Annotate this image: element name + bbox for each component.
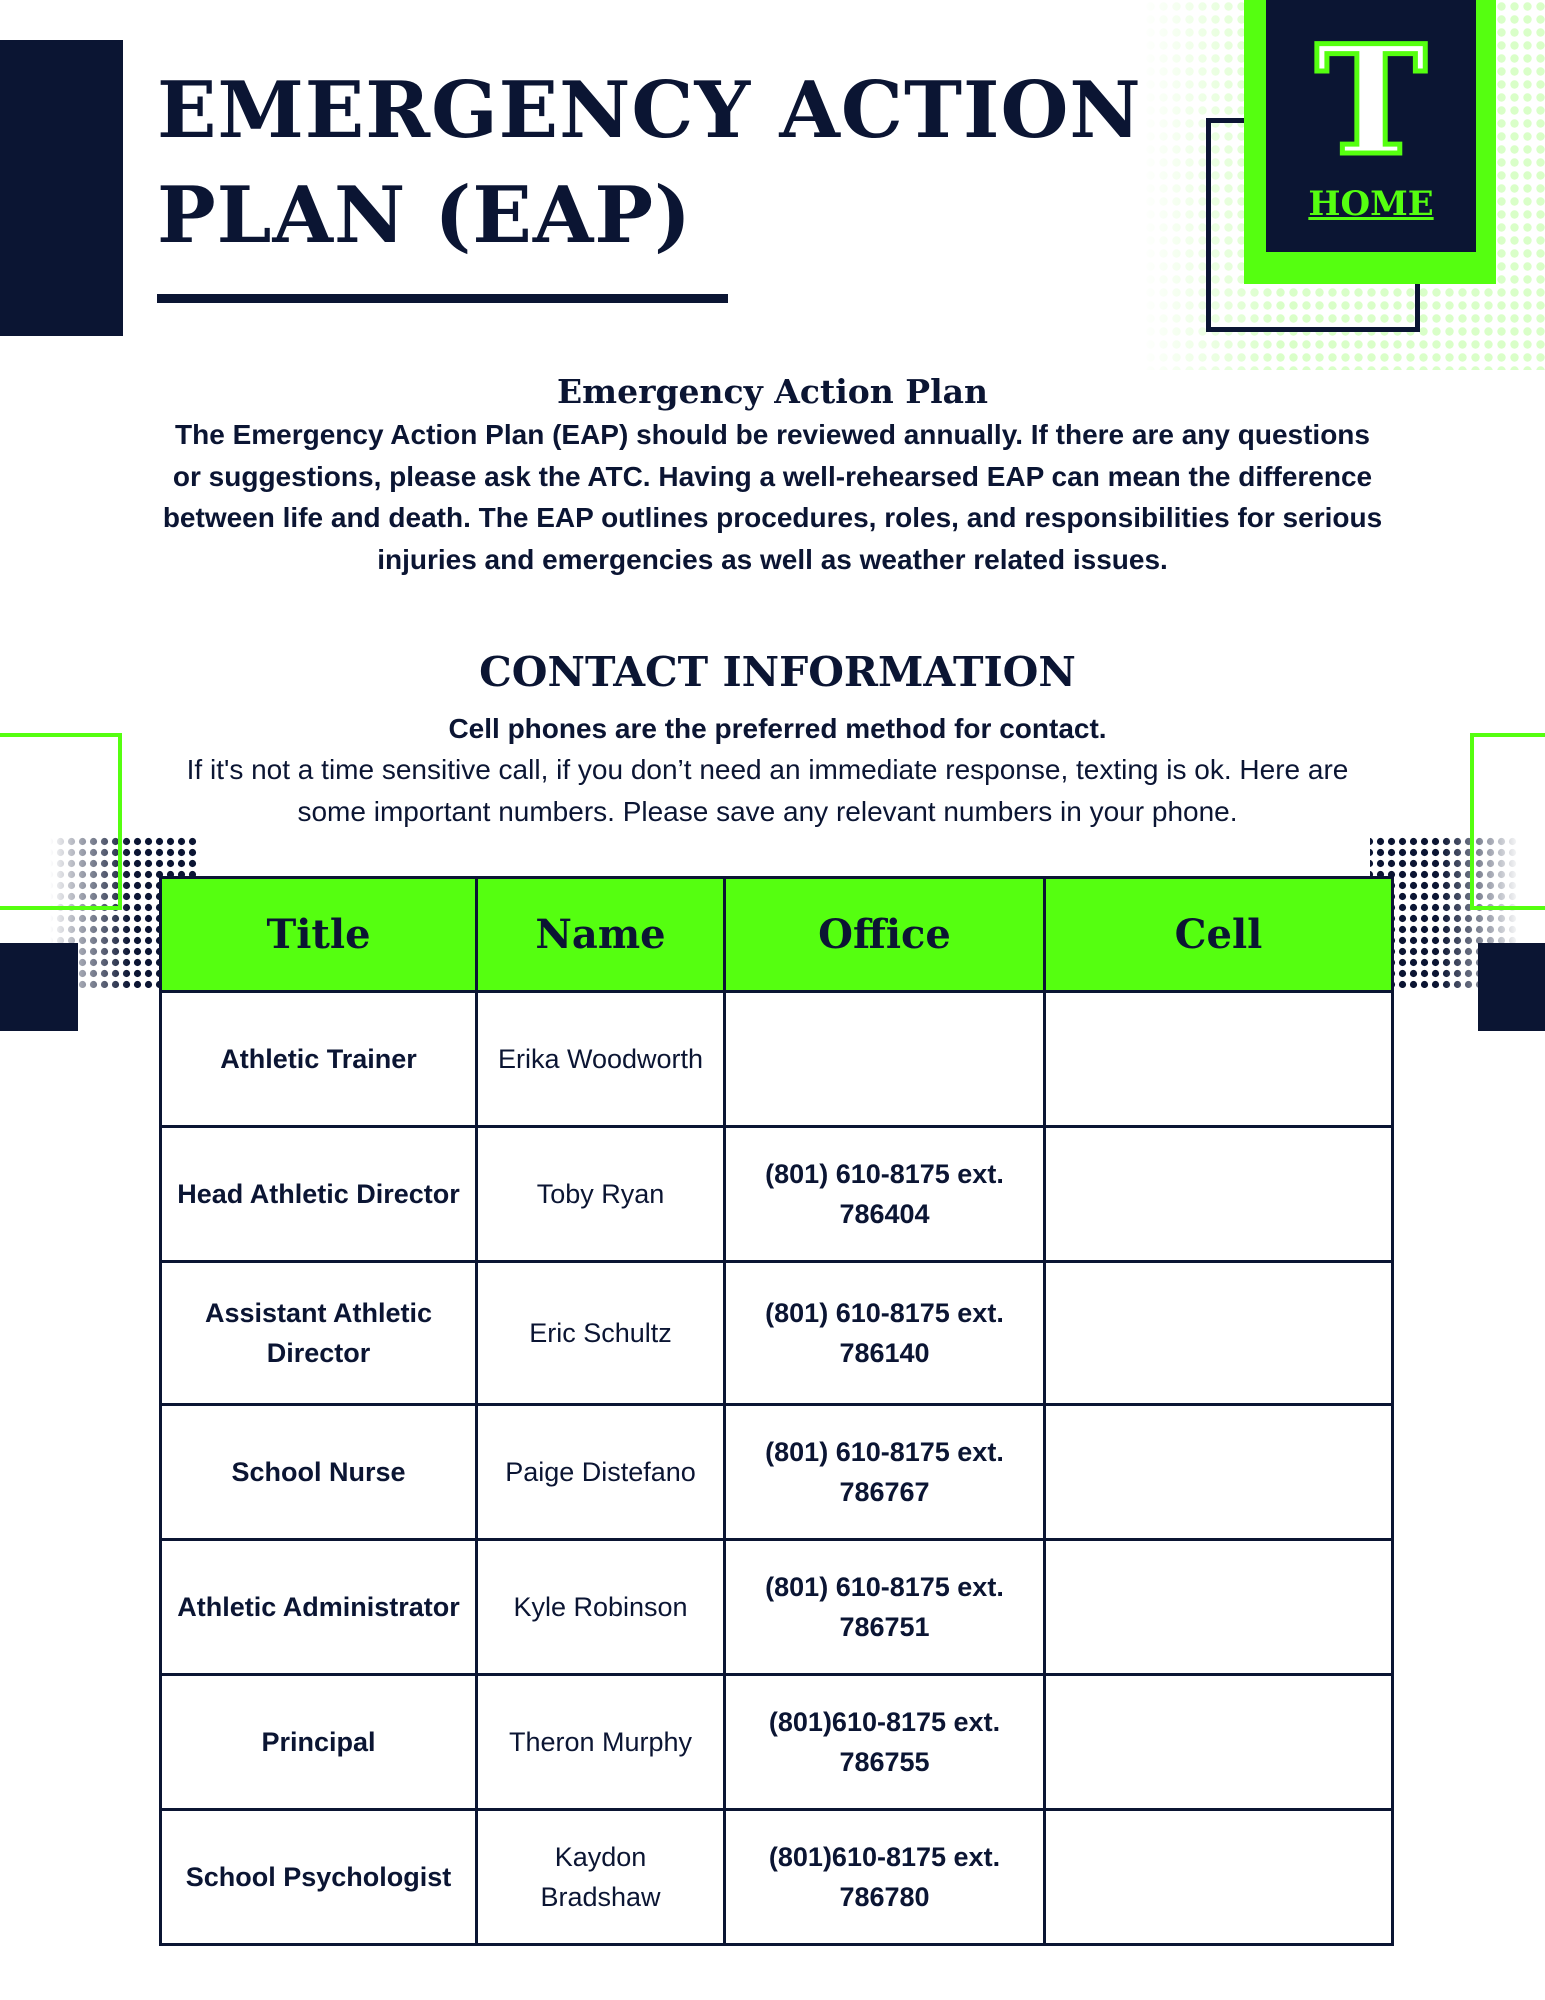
- cell-cell: [1045, 1262, 1393, 1405]
- cell-name: Kyle Robinson: [477, 1540, 725, 1675]
- table-row: [161, 1810, 1393, 1945]
- cell-cell: [1045, 1540, 1393, 1675]
- column-header-title: Title: [161, 878, 477, 992]
- contact-note-body: If it's not a time sensitive call, if you don’t need an immediate response, texting is ok. Here are some important numbers. Please save any relevant numbers in your phone.: [186, 754, 1349, 827]
- cell-office: (801) 610-8175 ext. 786751: [725, 1540, 1045, 1675]
- cell-title: School Nurse: [161, 1405, 477, 1540]
- table-row: [161, 1262, 1393, 1405]
- table-header-row: [161, 878, 1393, 992]
- cell-title: Head Athletic Director: [161, 1127, 477, 1262]
- logo-word: HOME: [1308, 184, 1434, 224]
- logo-letter: T: [1315, 13, 1427, 189]
- cell-cell: [1045, 1810, 1393, 1945]
- cell-name: Theron Murphy: [477, 1675, 725, 1810]
- contacts-table: [159, 876, 1394, 1946]
- cell-cell: [1045, 1405, 1393, 1540]
- contact-heading: CONTACT INFORMATION: [479, 648, 1076, 696]
- intro-body: The Emergency Action Plan (EAP) should be reviewed annually. If there are any questions or suggestions, please ask the ATC. Having a well-rehearsed EAP can mean the difference between life and death. The EAP outlines procedures, roles, and responsibilities for serious injuries and emergencies as well as weather related issues.: [162, 419, 1383, 575]
- title-underline: [157, 294, 728, 303]
- cell-title: Principal: [161, 1675, 477, 1810]
- cell-office: [725, 992, 1045, 1127]
- cell-name: Kaydon Bradshaw: [477, 1810, 725, 1945]
- page-title-line-1: EMERGENCY ACTION: [157, 65, 1142, 156]
- cell-cell: [1045, 1127, 1393, 1262]
- cell-office: (801)610-8175 ext. 786755: [725, 1675, 1045, 1810]
- cell-title: School Psychologist: [161, 1810, 477, 1945]
- cell-office: (801) 610-8175 ext. 786140: [725, 1262, 1045, 1405]
- table-row: [161, 1405, 1393, 1540]
- cell-name: Paige Distefano: [477, 1405, 725, 1540]
- cell-title: Athletic Trainer: [161, 992, 477, 1127]
- cell-title: Athletic Administrator: [161, 1540, 477, 1675]
- left-accent-bar: [0, 40, 123, 336]
- table-row: [161, 1540, 1393, 1675]
- table-row: [161, 1675, 1393, 1810]
- cell-cell: [1045, 1675, 1393, 1810]
- cell-name: Eric Schultz: [477, 1262, 725, 1405]
- intro-heading: Emergency Action Plan: [557, 372, 988, 411]
- cell-office: (801)610-8175 ext. 786780: [725, 1810, 1045, 1945]
- page-title-line-2: PLAN (EAP): [157, 170, 692, 261]
- column-header-name: Name: [477, 878, 725, 992]
- cell-title: Assistant Athletic Director: [161, 1262, 477, 1405]
- column-header-office: Office: [725, 878, 1045, 992]
- contact-note-bold: Cell phones are the preferred method for contact.: [448, 713, 1107, 744]
- cell-name: Erika Woodworth: [477, 992, 725, 1127]
- cell-office: (801) 610-8175 ext. 786767: [725, 1405, 1045, 1540]
- column-header-cell: Cell: [1045, 878, 1393, 992]
- table-row: [161, 992, 1393, 1127]
- cell-cell: [1045, 992, 1393, 1127]
- cell-office: (801) 610-8175 ext. 786404: [725, 1127, 1045, 1262]
- cell-name: Toby Ryan: [477, 1127, 725, 1262]
- table-row: [161, 1127, 1393, 1262]
